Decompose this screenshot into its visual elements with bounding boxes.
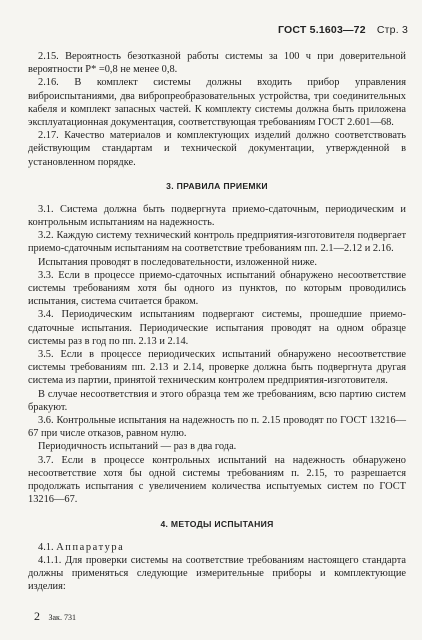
paragraph-3-2: 3.2. Каждую систему технический контроль предприятия-изготовителя подвергает приемо-сдаточным испытаниям на соответствие требованиям пп. 2.1—2.12 и 2.16.	[28, 230, 406, 255]
paragraph-2-16: 2.16. В комплект системы должны входить прибор управления виброиспытаниями, два вибропреобразовательных устройства, три соединительных кабеля и комплект запасных частей. К комплекту системы должна быть приложена эксплуатационная документация, соответствующая требованиям ГОСТ 2.601—68.	[28, 77, 406, 129]
page-number: 2	[34, 609, 40, 623]
section-3-heading: 3. ПРАВИЛА ПРИЕМКИ	[166, 180, 268, 191]
paragraph-3-4: 3.4. Периодическим испытаниям подвергают системы, прошедшие приемо-сдаточные испытания. Периодические испытания проводят на одном образце системы раз в год по пп. 2.13 и 2.14.	[28, 309, 406, 347]
paragraph-3-6-note: Периодичность испытаний — раз в два года.	[38, 441, 237, 453]
paragraph-3-1: 3.1. Система должна быть подвергнута приемо-сдаточным, периодическим и контрольным испытаниям на надежность.	[28, 203, 406, 229]
document-body	[28, 50, 406, 593]
page-label: Стр. 3	[376, 24, 408, 36]
paragraph-3-2-note: Испытания проводят в последовательности, изложенной ниже.	[38, 256, 317, 268]
subsection-title: Аппаратура	[56, 541, 125, 553]
paragraph-2-15: 2.15. Вероятность безотказной работы системы за 100 ч при доверительной вероятности P* =0,8 не менее 0,8.	[28, 51, 406, 76]
page-header	[278, 24, 408, 36]
standard-number: ГОСТ 5.1603—72	[278, 24, 366, 36]
paragraph-3-7: 3.7. Если в процессе контрольных испытаний на надежность обнаружено несоответствие хотя бы одной системы требованиям п. 2.15, то разрешается продолжать испытания с увеличением количества испытуемых систем по ГОСТ 13216—67.	[28, 454, 406, 506]
paragraph-4-1-1: 4.1.1. Для проверки системы на соответствие требованиям настоящего стандарта должны применяться следующие измерительные приборы и комплектующие изделия:	[28, 554, 406, 593]
paragraph-3-6: 3.6. Контрольные испытания на надежность по п. 2.15 проводят по ГОСТ 13216—67 при числе отказов, равном нулю.	[28, 415, 406, 440]
paragraph-3-3: 3.3. Если в процессе приемо-сдаточных испытаний обнаружено несоответствие системы требованиям хотя бы одного из пунктов, по которым проводились испытания, система считается браком.	[28, 269, 406, 308]
section-4-heading: 4. МЕТОДЫ ИСПЫТАНИЯ	[160, 518, 274, 529]
paragraph-3-5-note: В случае несоответствия и этого образца тем же требованиям, всю партию систем бракуют.	[28, 388, 406, 413]
paragraph-2-17: 2.17. Качество материалов и комплектующих изделий должно соответствовать действующим стандартам и технической документации, утвержденной в установленном порядке.	[28, 130, 406, 168]
subsection-4-1	[28, 541, 406, 554]
paragraph-3-5: 3.5. Если в процессе периодических испытаний обнаружено несоответствие системы требованиям пп. 2.13 и 2.14, проверке должна быть подвергнута другая система из партии, принятой техническим контролем предприятия-изготовителя.	[28, 349, 406, 387]
print-order: Зак. 731	[48, 613, 76, 622]
subsection-number: 4.1.	[38, 541, 54, 553]
page-footer	[34, 609, 76, 624]
